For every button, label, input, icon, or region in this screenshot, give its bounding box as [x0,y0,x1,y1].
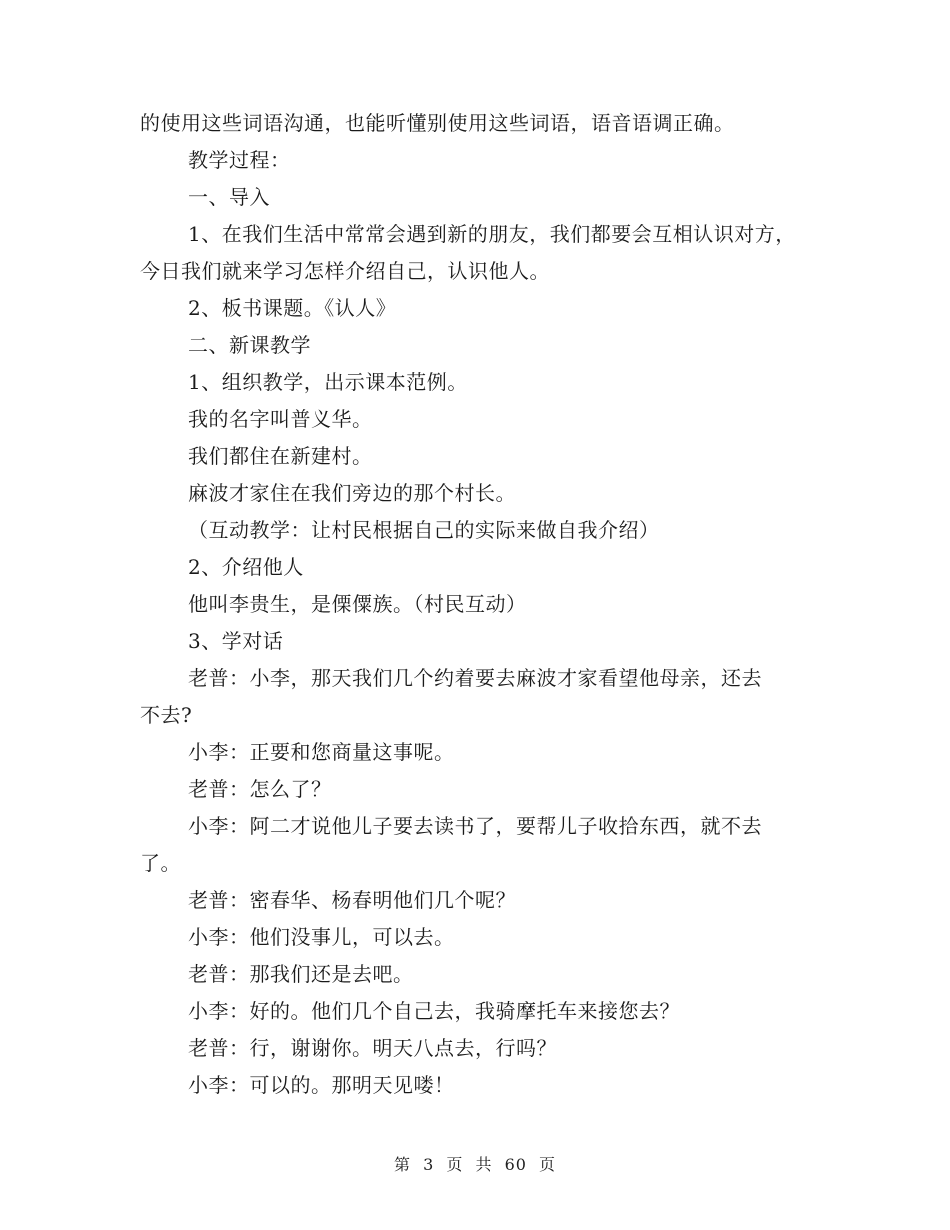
text-line: 老普：小李，那天我们几个约着要去麻波才家看望他母亲，还去 [188,666,762,690]
text-line: 我们都住在新建村。 [188,444,373,468]
page-footer [0,1152,950,1175]
text-line: 了。 [140,851,181,875]
text-line: 2、板书课题。《认人》 [188,296,397,320]
text-line: 一、导入 [188,185,270,209]
footer-total-pages: 60 [504,1155,527,1174]
text-line: 教学过程： [188,148,291,172]
text-line: 1、组织教学，出示课本范例。 [188,370,468,394]
footer-current-page: 3 [423,1155,435,1174]
text-line: 小李：他们没事儿，可以去。 [188,925,455,949]
text-line: 我的名字叫普义华。 [188,407,373,431]
footer-total-word: 共 [475,1155,493,1174]
footer-suffix: 页 [539,1155,557,1174]
text-line: （互动教学：让村民根据自己的实际来做自我介绍） [188,518,660,542]
text-line: 他叫李贵生，是傈僳族。（村民互动） [188,592,527,616]
footer-prefix: 第 [393,1155,411,1174]
text-line: 老普：那我们还是去吧。 [188,962,414,986]
text-line: 老普：怎么了？ [188,777,332,801]
text-line: 老普：行，谢谢你。明天八点去，行吗？ [188,1036,557,1060]
text-line: 1、在我们生活中常常会遇到新的朋友，我们都要会互相认识对方， [188,222,796,246]
text-line: 的使用这些词语沟通，也能听懂别使用这些词语，语音语调正确。 [140,111,735,135]
text-line: 小李：可以的。那明天见喽！ [188,1073,455,1097]
document-body [140,105,840,1104]
text-line: 小李：好的。他们几个自己去，我骑摩托车来接您去？ [188,999,680,1023]
text-line: 不去? [140,703,193,727]
text-line: 今日我们就来学习怎样介绍自己，认识他人。 [140,259,550,283]
text-line: 二、新课教学 [188,333,311,357]
text-line: 麻波才家住在我们旁边的那个村长。 [188,481,516,505]
text-line: 老普：密春华、杨春明他们几个呢？ [188,888,516,912]
text-line: 3、学对话 [188,629,284,653]
footer-page-word: 页 [446,1155,464,1174]
text-line: 小李：正要和您商量这事呢。 [188,740,455,764]
text-line: 2、介绍他人 [188,555,304,579]
text-line: 小李：阿二才说他儿子要去读书了，要帮儿子收拾东西，就不去 [188,814,762,838]
